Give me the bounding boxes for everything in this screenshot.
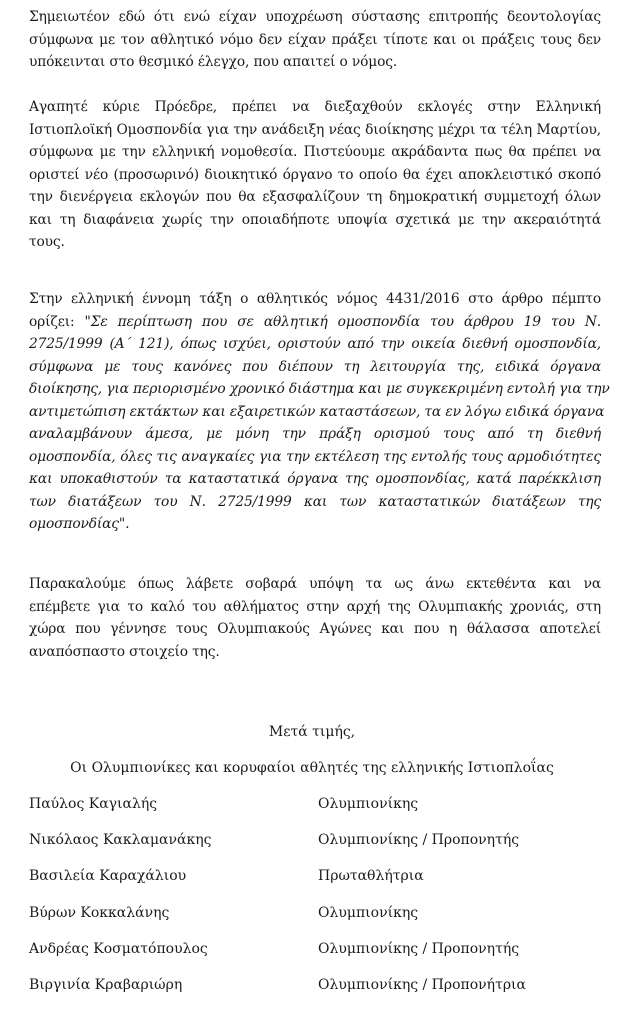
text-line: τους. — [29, 234, 65, 250]
quote-line: ομοσπονδία, όλες τις αναγκαίες για την εκτέλεση της εντολής τους αρμοδιότητες — [29, 448, 601, 465]
text-line: Σημειωτέον εδώ ότι ενώ είχαν υποχρέωση σύστασης επιτροπής δεοντολογίας — [29, 9, 601, 25]
paragraph-law-quote — [29, 288, 610, 536]
quote-text: "Σε περίπτωση που σε αθλητική ομοσπονδία του άρθρου 19 του Ν. — [84, 313, 601, 330]
plain-text: Στην ελληνική έννομη τάξη ο αθλητικός νόμος 4431/2016 στο άρθρο πέμπτο — [29, 291, 601, 307]
signatory-role: Ολυμπιονίκης / Προπονητής — [318, 941, 520, 957]
signatory-name: Βιργινία Κραβαριώρη — [29, 977, 183, 993]
paragraph-ethics-committee — [29, 6, 601, 74]
signatory-role: Ολυμπιονίκης — [318, 905, 419, 921]
quote-line: των διατάξεων του Ν. 2725/1999 και των καταστατικών διατάξεων της — [29, 493, 601, 510]
plain-text: ορίζει: — [29, 313, 85, 330]
text-line: Αγαπητέ κύριε Πρόεδρε, πρέπει να διεξαχθούν εκλογές στην Ελληνική — [29, 99, 601, 115]
text-line: υπόκεινται στο θεσμικό έλεγχο, που απαιτεί ο νόμος. — [29, 54, 398, 70]
quote-line: σύμφωνα με τους κανόνες που διέπουν τη λειτουργία της, ειδικά όργανα — [29, 358, 601, 375]
text-line: σύμφωνα με την ελληνική νομοθεσία. Πιστεύουμε ακράδαντα πως θα πρέπει να — [29, 144, 601, 160]
signatory-role: Ολυμπιονίκης — [318, 796, 419, 812]
quote-line: ομοσπονδίας". — [29, 516, 130, 532]
signatory-role: Πρωταθλήτρια — [318, 868, 424, 884]
text-line: Ιστιοπλοϊκή Ομοσπονδία για την ανάδειξη νέας διοίκησης μέχρι τα τέλη Μαρτίου, — [29, 121, 601, 138]
quote-line: αντιμετώπιση εκτάκτων και εξαιρετικών καταστάσεων, τα εν λόγω ειδικά όργανα — [29, 403, 605, 420]
text-line: σύμφωνα με τον αθλητικό νόμο δεν είχαν πράξει τίποτε και οι πράξεις τους δεν — [29, 31, 601, 48]
text-line: αναπόσπαστο στοιχείο της. — [29, 643, 220, 660]
text-line: επέμβετε για το καλό του αθλήματος στην αρχή της Ολυμπιακής χρονιάς, στη — [29, 598, 601, 615]
text-line: οριστεί νέο (προσωρινό) διοικητικό όργανο το οποίο θα έχει αποκλειστικό σκοπό — [29, 166, 601, 183]
signatory-name: Νικόλαος Κακλαμανάκης — [29, 832, 212, 848]
text-line: Παρακαλούμε όπως λάβετε σοβαρά υπόψη τα ως άνω εκτεθέντα και να — [29, 576, 601, 592]
text-line: την διενέργεια εκλογών που θα εξασφαλίζουν τη δημοκρατική συμμετοχή όλων — [29, 189, 601, 205]
text-line: χώρα που γέννησε τους Ολυμπιακούς Αγώνες και που η θάλασσα αποτελεί — [29, 621, 601, 637]
quote-line: 2725/1999 (Α΄ 121), όπως ισχύει, οριστούν από την οικεία διεθνή ομοσπονδία, — [29, 336, 601, 352]
quote-line: διοίκησης, για περιορισμένο χρονικό διάστημα και με συγκεκριμένη εντολή για την — [29, 381, 610, 397]
quote-line: αναλαμβάνουν άμεσα, με μόνη την πράξη ορισμού τους από τη διεθνή — [29, 426, 601, 442]
signatory-name: Βασιλεία Καραχάλιου — [29, 868, 187, 884]
text-line — [29, 311, 601, 334]
paragraph-request — [29, 573, 601, 663]
text-line: και τη διαφάνεια χωρίς την οποιαδήποτε υποψία σχετικά με την ακεραιότητά — [29, 211, 601, 228]
signatory-name: Βύρων Κοκκαλάνης — [29, 905, 170, 921]
signatories-heading: Οι Ολυμπιονίκες και κορυφαίοι αθλητές της ελληνικής Ιστιοπλοΐας — [70, 760, 554, 776]
quote-line: και υποκαθιστούν τα καταστατικά όργανα της ομοσπονδίας, κατά παρέκκλιση — [29, 471, 601, 487]
signatory-role: Ολυμπιονίκης / Προπονήτρια — [318, 977, 526, 993]
text-line — [29, 288, 601, 311]
salutation: Μετά τιμής, — [268, 724, 356, 740]
paragraph-elections — [29, 96, 601, 254]
signatory-name: Ανδρέας Κοσματόπουλος — [29, 941, 208, 957]
signatory-role: Ολυμπιονίκης / Προπονητής — [318, 832, 520, 848]
signatory-name: Παύλος Καγιαλής — [29, 796, 158, 812]
